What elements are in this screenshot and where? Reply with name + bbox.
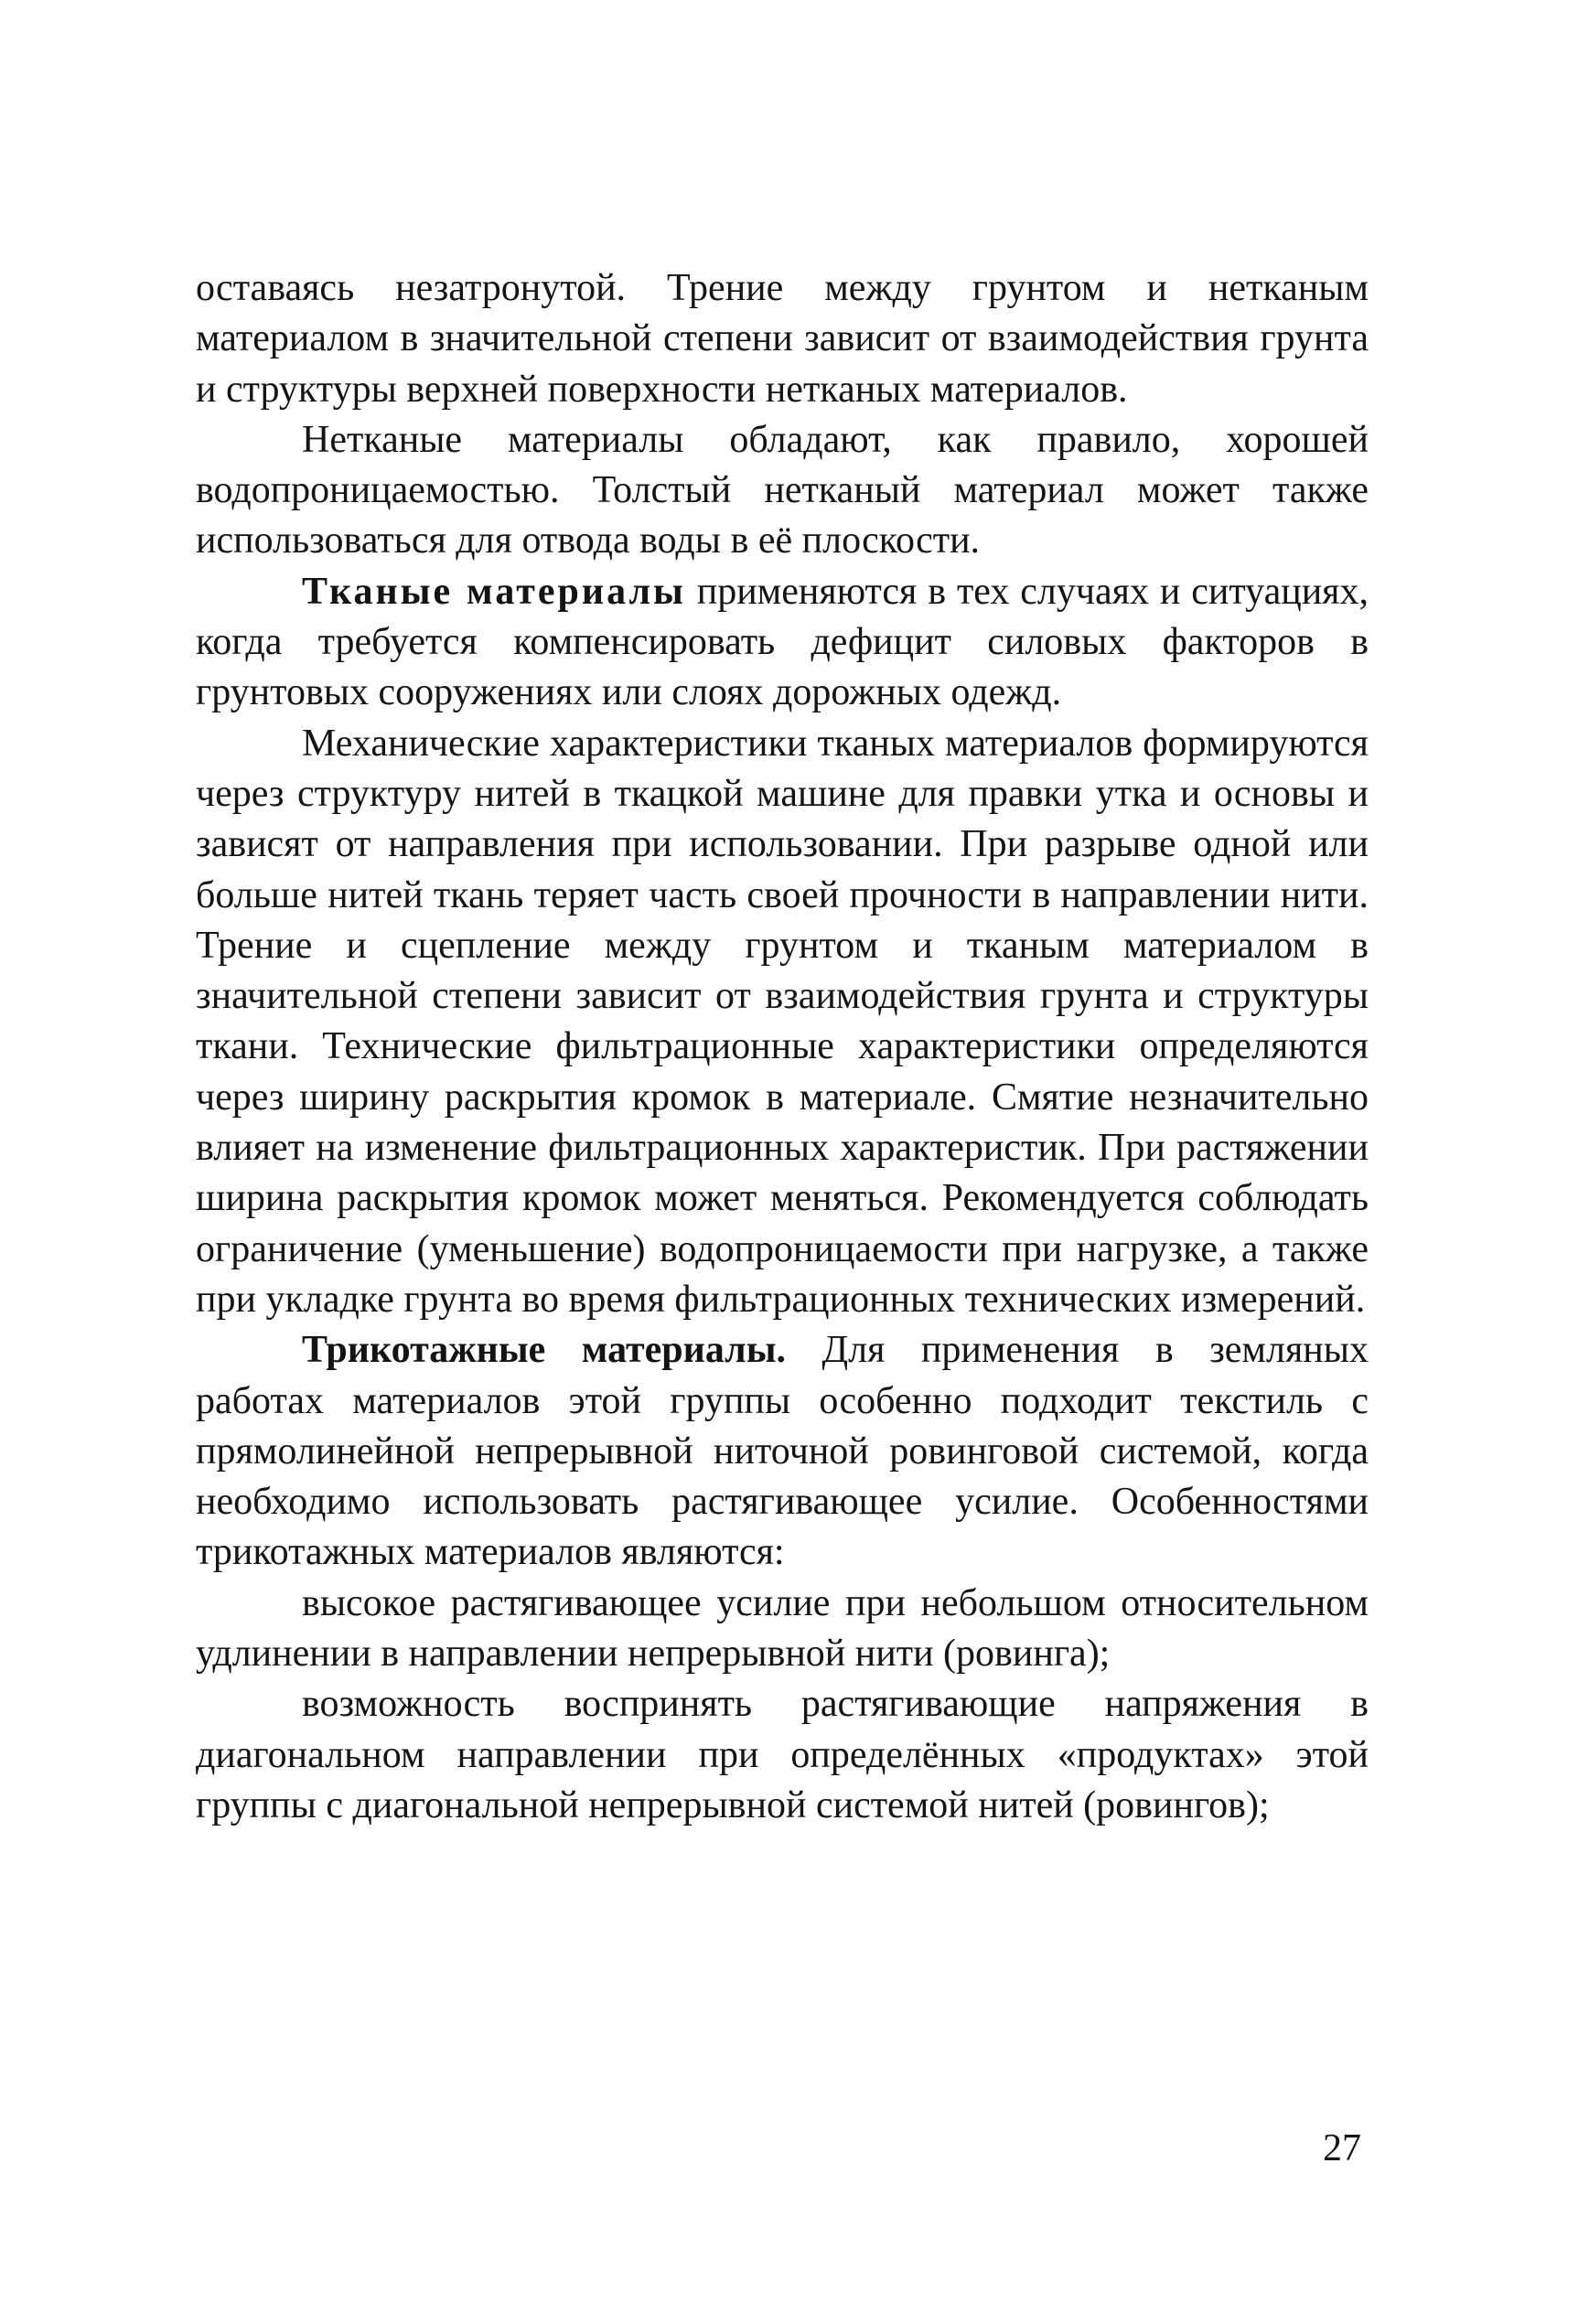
term-woven-materials: Тканые материалы: [302, 570, 686, 613]
page-body: [196, 263, 1369, 1831]
paragraph-mechanical-properties: Механические характеристики тканых материалов формируются через структуру нитей в ткацкой машине для правки утка и основы и зависят от направления при использовании. При разрыве одной или больше нитей ткань теряет часть своей прочности в направлении нити. Трение и сцепление между грунтом и тканым материалом в значительной степени зависит от взаимодействия грунта и структуры ткани. Технические фильтрационные характеристики определяются через ширину раскрытия кромок в материале. Смятие незначительно влияет на изменение фильтрационных характеристик. При растяжении ширина раскрытия кромок может меняться. Рекомендуется соблюдать ограничение (уменьшение) водопроницаемости при нагрузке, а также при укладке грунта во время фильтрационных технических измерений.: [196, 722, 1369, 1321]
paragraph-continuation: оставаясь незатронутой. Трение между грунтом и нетканым материалом в значительной степени зависит от взаимодействия грунта и структуры верхней поверхности нетканых материалов.: [196, 267, 1369, 411]
list-item: возможность воспринять растягивающие напряжения в диагональном направлении при определённых «продуктах» этой группы с диагональной непрерывной системой нитей (ровингов);: [196, 1683, 1369, 1826]
paragraph-knitted-materials-text: Для применения в земляных работах материалов этой группы особенно подходит текстиль с прямолинейной непрерывной ниточной ровинговой системой, когда необходимо использовать растягивающее усилие. Особенностями трикотажных материалов являются:: [196, 1329, 1369, 1574]
paragraph-woven-materials-text: применяются в тех случаях и ситуациях, когда требуется компенсировать дефицит силовых факторов в грунтовых сооружениях или слоях дорожных одежд.: [196, 570, 1369, 714]
page-number: 27: [1323, 2127, 1361, 2169]
paragraph-woven-materials: [196, 567, 1369, 719]
paragraph-nonwoven-permeability: Нетканые материалы обладают, как правило, хорошей водопроницаемостью. Толстый нетканый материал может также использоваться для отвода воды в её плоскости.: [196, 418, 1369, 562]
term-knitted-materials: Трикотажные материалы.: [302, 1329, 787, 1372]
list-item: высокое растягивающее усилие при небольшом относительном удлинении в направлении непрерывной нити (ровинга);: [196, 1581, 1369, 1676]
paragraph-knitted-materials: [196, 1325, 1369, 1578]
